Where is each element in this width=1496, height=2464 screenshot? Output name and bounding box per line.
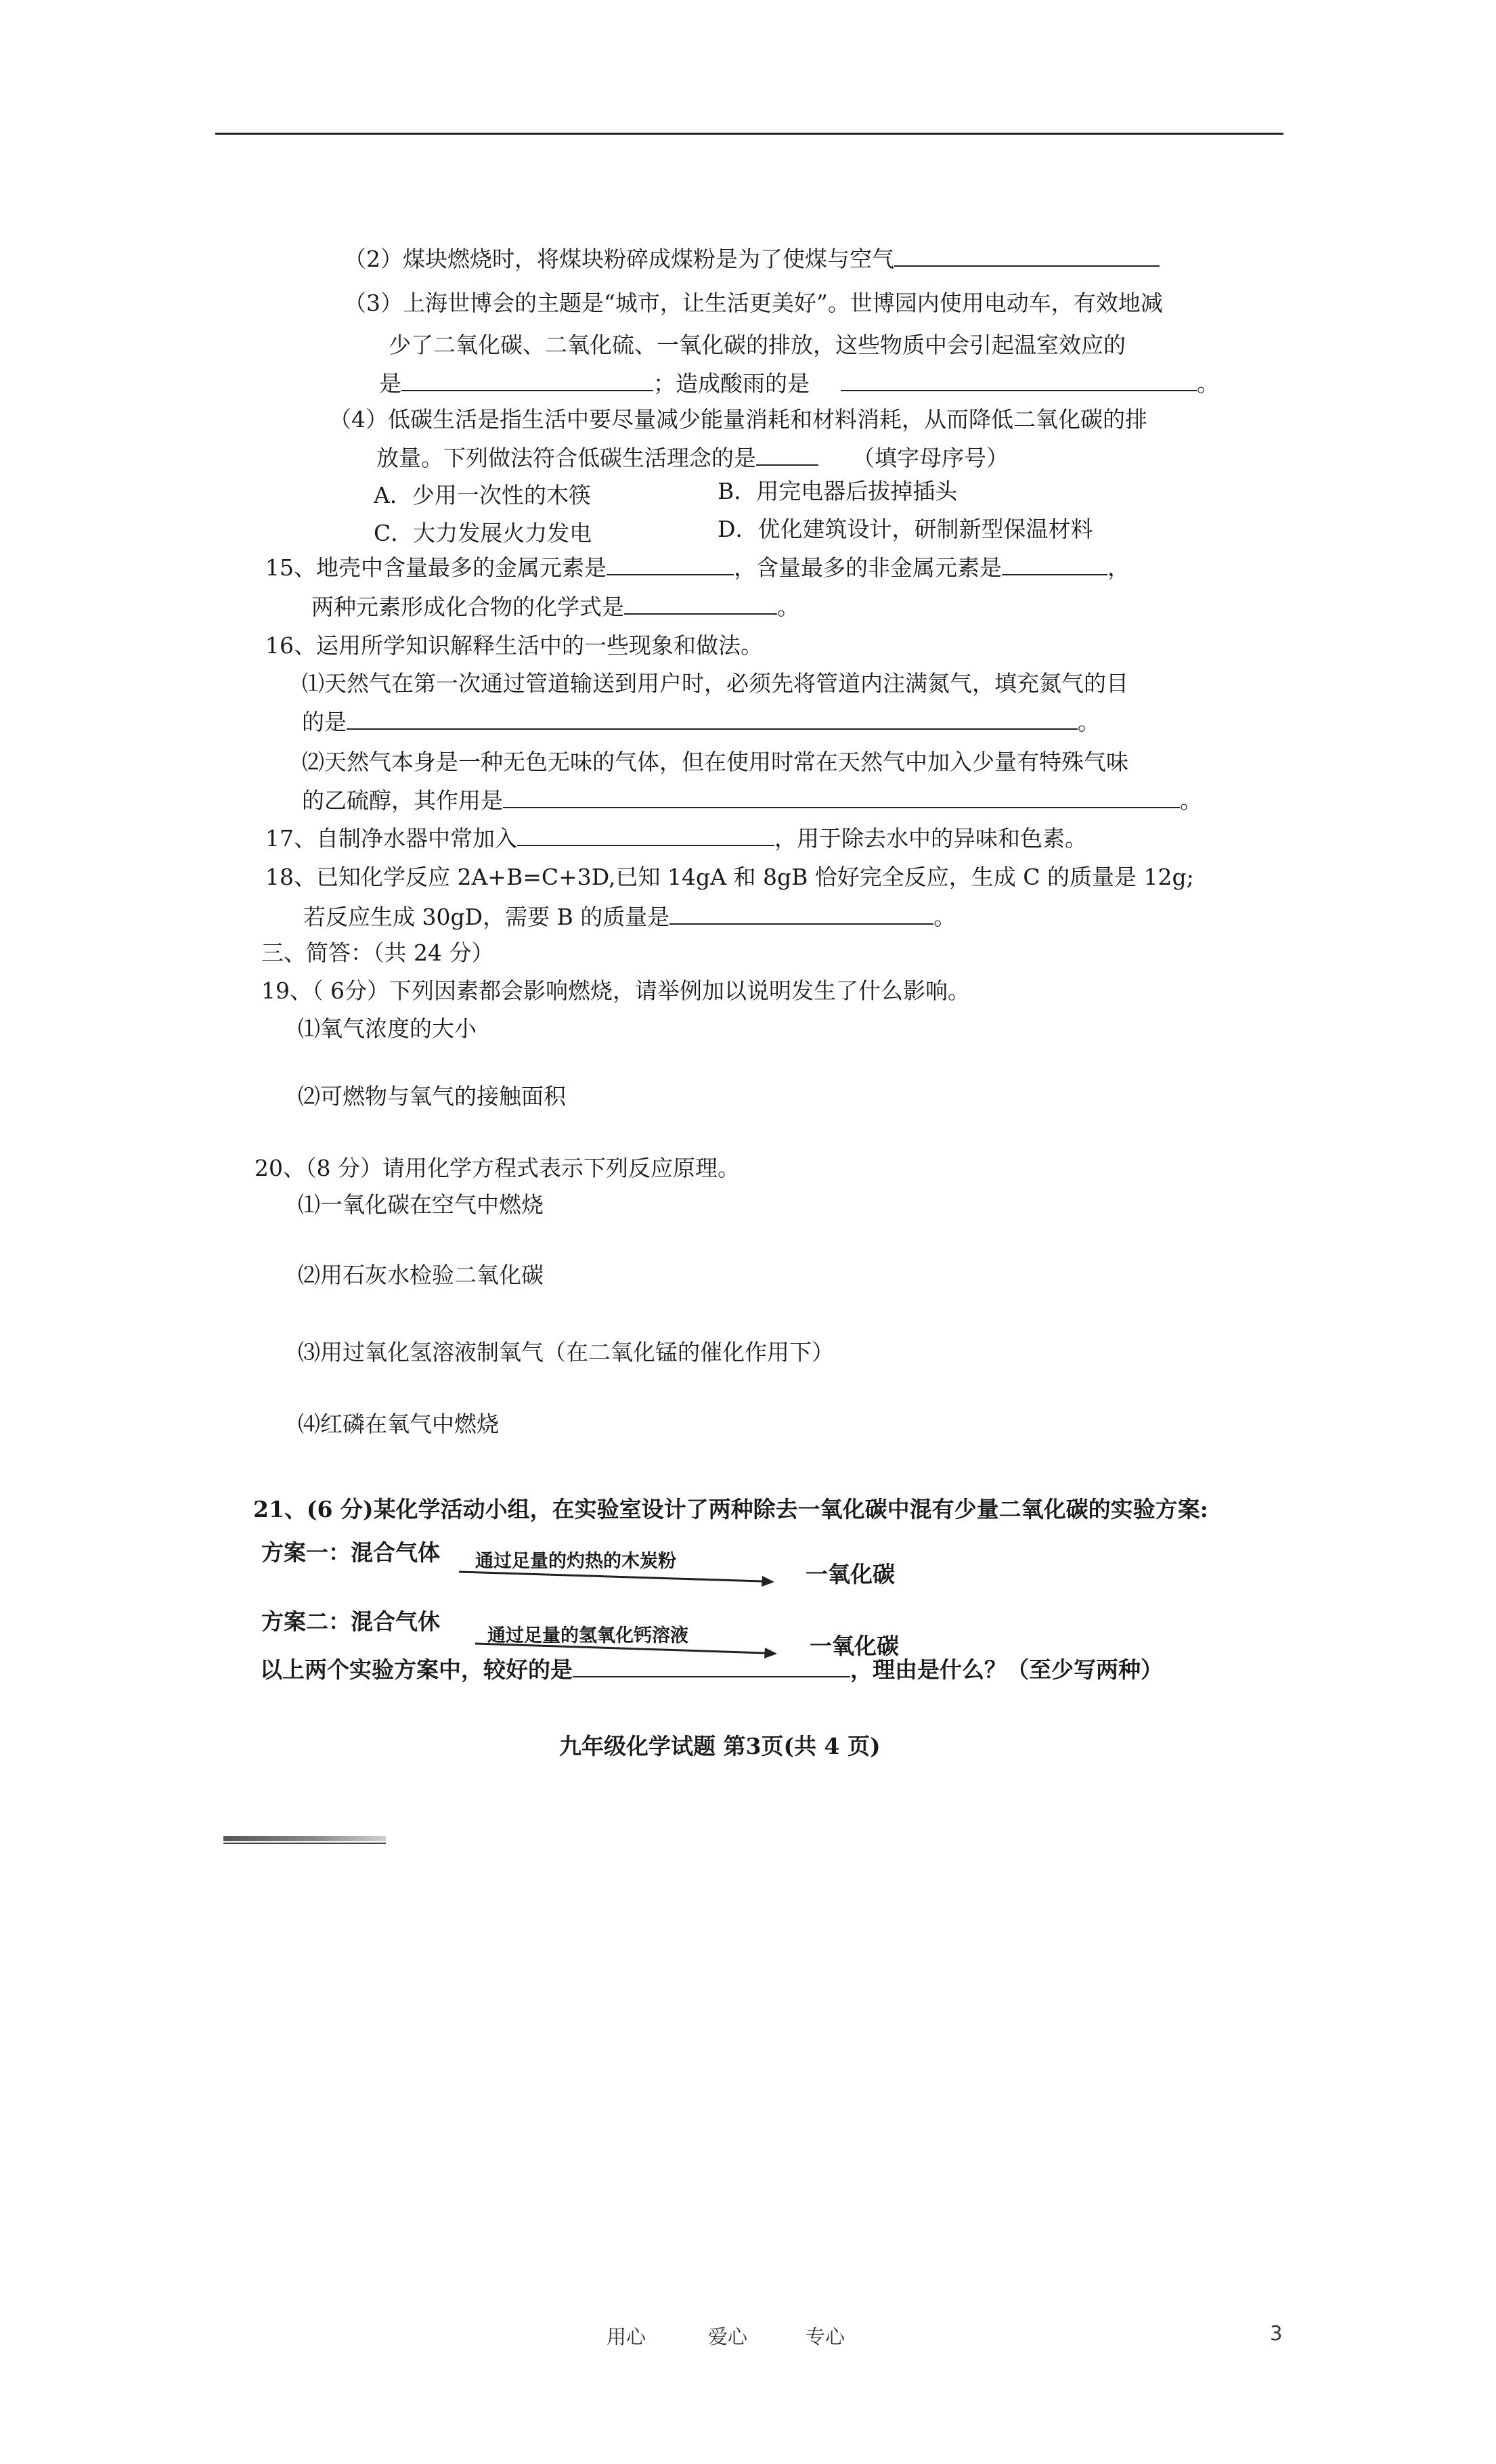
q16-1-line2 — [302, 708, 1100, 736]
option-b: B．用完电器后拔掉插头 — [718, 478, 958, 504]
answer-blank[interactable] — [669, 903, 933, 925]
footer-slogan-3: 专心 — [806, 2325, 845, 2348]
answer-blank[interactable] — [401, 370, 653, 391]
q20-item-4: ⑷红磷在氧气中燃烧 — [298, 1411, 499, 1437]
q16-2-text-b: 的乙硫醇，其作用是 — [302, 787, 503, 814]
q14-part3-line3 — [379, 370, 1219, 397]
q21-title: 21、(6 分)某化学活动小组，在实验室设计了两种除去一氧化碳中混有少量二氧化碳的实验方案: — [253, 1496, 1208, 1522]
q20-item-1: ⑴一氧化碳在空气中燃烧 — [298, 1191, 544, 1218]
q16-1-text-c: 。 — [1078, 709, 1100, 735]
answer-blank[interactable] — [841, 370, 1197, 391]
footer-slogan-1: 用心 — [607, 2325, 646, 2348]
q15-text-d: 两种元素形成化合物的化学式是 — [311, 594, 624, 620]
q20-title: 20、（8 分）请用化学方程式表示下列反应原理。 — [255, 1155, 740, 1181]
plan-2-condition: 通过足量的氢氧化钙溶液 — [487, 1625, 688, 1646]
answer-blank[interactable] — [894, 245, 1160, 267]
q18-line2 — [303, 903, 956, 931]
q14-part3-line3-b: ；造成酸雨的是 — [653, 370, 810, 397]
option-c: C．大力发展火力发电 — [374, 520, 592, 546]
q17-text-a: 17、自制净水器中常加入 — [265, 825, 517, 852]
q14-part2-text: （2）煤块燃烧时，将煤块粉碎成煤粉是为了使煤与空气 — [344, 246, 894, 272]
answer-blank[interactable] — [573, 1656, 850, 1677]
answer-blank[interactable] — [607, 554, 734, 575]
q14-part3-line3-c: 。 — [1197, 370, 1219, 397]
footer-slogan-2: 爱心 — [708, 2325, 748, 2348]
q19-title: 19、（ 6分）下列因素都会影响燃烧，请举例加以说明发生了什么影响。 — [261, 977, 970, 1004]
q18-line1: 18、已知化学反应 2A+B=C+3D,已知 14gA 和 8gB 恰好完全反应，生成 C 的质量是 12g; — [265, 864, 1194, 890]
q14-part4-line2-b: （填字母序号） — [852, 445, 1009, 471]
option-d: D．优化建筑设计，研制新型保温材料 — [718, 516, 1093, 542]
q17-text-b: ，用于除去水中的异味和色素。 — [774, 825, 1087, 852]
q14-part3-line2: 少了二氧化碳、二氧化硫、一氧化碳的排放，这些物质中会引起温室效应的 — [389, 332, 1126, 358]
q15-line1 — [265, 554, 1130, 581]
q14-part4-line2-a: 放量。下列做法符合低碳生活理念的是 — [376, 445, 756, 471]
q20-item-2: ⑵用石灰水检验二氧化碳 — [298, 1262, 544, 1288]
plan-1-result: 一氧化碳 — [806, 1561, 895, 1587]
q18-text-b: 若反应生成 30gD，需要 B 的质量是 — [303, 904, 670, 930]
q15-text-a: 15、地壳中含量最多的金属元素是 — [265, 554, 607, 581]
plan-1-arrow-icon — [458, 1564, 776, 1591]
q14-part3-line3-a: 是 — [379, 370, 401, 397]
q16-1-text-b: 的是 — [302, 709, 347, 735]
q21-question-a: 以上两个实验方案中，较好的是 — [260, 1656, 573, 1683]
q16-title: 16、运用所学知识解释生活中的一些现象和做法。 — [265, 632, 763, 659]
q21-question — [260, 1656, 1163, 1684]
q16-2-text-c: 。 — [1180, 787, 1202, 814]
q20-item-3: ⑶用过氧化氢溶液制氧气（在二氧化锰的催化作用下） — [298, 1339, 834, 1365]
q19-item-2: ⑵可燃物与氧气的接触面积 — [298, 1083, 566, 1109]
q14-part2 — [344, 245, 1160, 273]
scan-artifact — [223, 1836, 386, 1841]
answer-blank[interactable] — [347, 708, 1078, 730]
q16-2-line2 — [302, 787, 1202, 814]
option-a: A．少用一次性的木筷 — [374, 482, 591, 508]
q14-part3-line1: （3）上海世博会的主题是“城市，让生活更美好”。世博园内使用电动车，有效地减 — [344, 290, 1163, 316]
plan-1-label: 方案一：混合气体 — [261, 1539, 440, 1566]
footer-page-number: 3 — [1270, 2322, 1283, 2345]
section-3-heading: 三、简答：（共 24 分） — [261, 940, 494, 966]
q15-text-e: 。 — [777, 594, 799, 620]
answer-blank[interactable] — [624, 593, 777, 615]
q14-part4-line2 — [376, 444, 1009, 472]
q15-text-b: ，含量最多的非金属元素是 — [734, 554, 1002, 581]
answer-blank[interactable] — [503, 787, 1180, 808]
q14-part4-line1: （4）低碳生活是指生活中要尽量减少能量消耗和材料消耗，从而降低二氧化碳的排 — [329, 406, 1147, 433]
answer-blank[interactable] — [517, 824, 774, 846]
exam-page-info: 九年级化学试题 第3页(共 4 页) — [559, 1733, 881, 1759]
answer-blank[interactable] — [756, 444, 818, 466]
scan-artifact-line — [223, 1843, 386, 1844]
plan-1-condition: 通过足量的灼热的木炭粉 — [475, 1551, 676, 1572]
q21-question-b: ，理由是什么？（至少写两种） — [850, 1656, 1163, 1683]
plan-2-label: 方案二：混合气休 — [261, 1608, 440, 1635]
q17-line — [265, 824, 1087, 852]
q19-item-1: ⑴氧气浓度的大小 — [298, 1015, 477, 1042]
answer-blank[interactable] — [1002, 554, 1107, 575]
q15-text-c: ， — [1107, 554, 1130, 581]
plan-2-result: 一氧化碳 — [810, 1633, 899, 1659]
q18-text-c: 。 — [933, 904, 956, 930]
q16-2-line1: ⑵天然气本身是一种无色无味的气体，但在使用时常在天然气中加入少量有特殊气味 — [302, 749, 1128, 775]
q15-line2 — [311, 593, 799, 621]
top-rule — [215, 133, 1283, 135]
q16-1-line1: ⑴天然气在第一次通过管道输送到用户时，必须先将管道内注满氮气，填充氮气的目 — [302, 670, 1128, 697]
